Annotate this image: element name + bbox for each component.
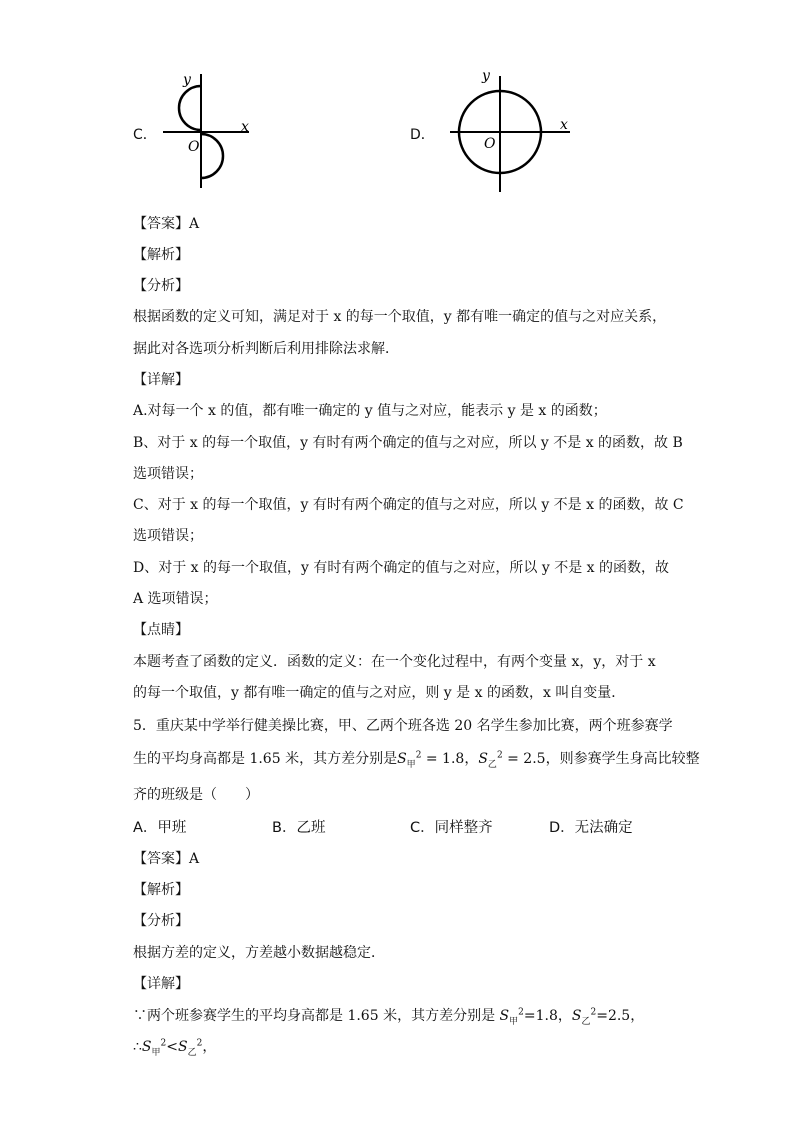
jiexi-heading: 【解析】 xyxy=(133,247,189,263)
figure-c-graph xyxy=(155,62,265,192)
question-stem: 生的平均身高都是 1.65 米，其方差分别是$S_甲^2 = 1.8$，$S_乙^2 = 2.5$，则参赛学生身高比较整 xyxy=(133,750,700,770)
analysis-text: 根据函数的定义可知，满足对于 x 的每一个取值，y 都有唯一确定的值与之对应关系， xyxy=(133,309,667,325)
detail-text: B、对于 x 的每一个取值，y 有时有两个确定的值与之对应，所以 y 不是 x 的函数，故 B xyxy=(133,435,683,451)
y-axis-label: y xyxy=(183,72,191,88)
detail-text: A.对每一个 x 的值，都有唯一确定的 y 值与之对应，能表示 y 是 x 的函数； xyxy=(133,403,607,419)
detail-text: $\therefore S_甲^2<S_乙^2$， xyxy=(133,1038,217,1058)
x-axis-label: x xyxy=(241,119,249,135)
analysis-text: 根据方差的定义，方差越小数据越稳定． xyxy=(133,945,385,961)
comment-text: 本题考查了函数的定义．函数的定义：在一个变化过程中，有两个变量 x，y，对于 x xyxy=(133,654,656,670)
analysis-text: 据此对各选项分析判断后利用排除法求解． xyxy=(133,341,399,357)
question-stem: 5．重庆某中学举行健美操比赛，甲、乙两个班各选 20 名学生参加比赛，两个班参赛学 xyxy=(133,718,673,734)
fenxi-heading: 【分析】 xyxy=(133,913,189,929)
jiexi-heading: 【解析】 xyxy=(133,882,189,898)
answer-heading: 【答案】A xyxy=(133,216,200,232)
y-axis-label: y xyxy=(482,68,490,84)
option-c: C．同样整齐 xyxy=(410,820,493,836)
xiangjie-heading: 【详解】 xyxy=(133,372,189,388)
comment-text: 的每一个取值，y 都有唯一确定的值与之对应，则 y 是 x 的函数，x 叫自变量． xyxy=(133,685,626,701)
detail-text: A 选项错误； xyxy=(133,591,218,607)
answer-heading: 【答案】A xyxy=(133,851,200,867)
upper-semicircle xyxy=(179,86,201,130)
option-d: D．无法确定 xyxy=(549,820,633,836)
dianjing-heading: 【点睛】 xyxy=(133,622,189,638)
fenxi-heading: 【分析】 xyxy=(133,278,189,294)
option-b: B．乙班 xyxy=(272,820,326,836)
detail-text: 选项错误； xyxy=(133,528,203,544)
xiangjie-heading: 【详解】 xyxy=(133,976,189,992)
detail-text: C、对于 x 的每一个取值，y 有时有两个确定的值与之对应，所以 y 不是 x 的函数，故 C xyxy=(133,497,684,513)
option-c-label: C． xyxy=(133,127,157,143)
option-a: A．甲班 xyxy=(133,820,187,836)
question-stem: 齐的班级是（ ） xyxy=(133,787,259,803)
detail-text: D、对于 x 的每一个取值，y 有时有两个确定的值与之对应，所以 y 不是 x 的函数，故 xyxy=(133,560,669,576)
detail-text: 选项错误； xyxy=(133,466,203,482)
origin-label: O xyxy=(484,136,496,152)
option-d-label: D． xyxy=(410,127,435,143)
lower-semicircle xyxy=(201,134,223,178)
detail-text: ∵两个班参赛学生的平均身高都是 1.65 米，其方差分别是 $S_甲^2=1.8$，$S_乙^2=2.5$， xyxy=(133,1007,645,1027)
origin-label: O xyxy=(188,139,200,155)
figure-d-graph xyxy=(448,64,588,194)
x-axis-label: x xyxy=(560,117,568,133)
